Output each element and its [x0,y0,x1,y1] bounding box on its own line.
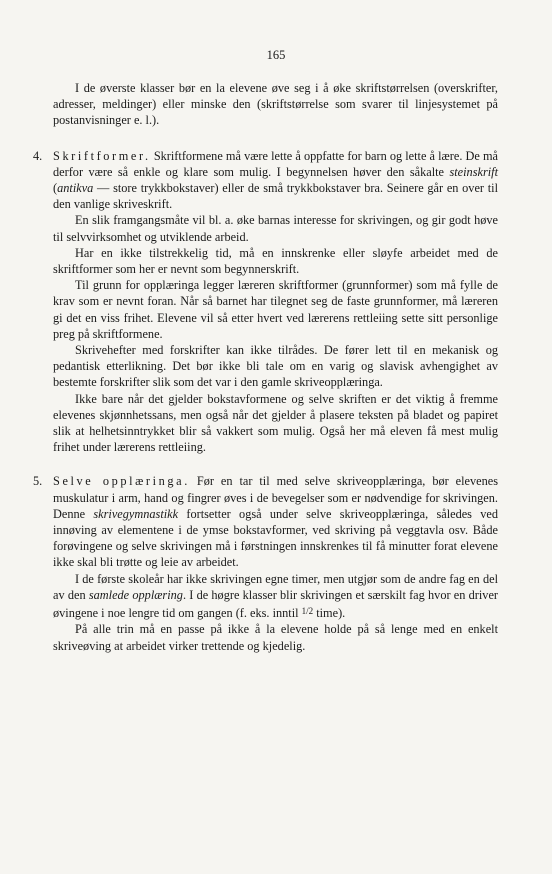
section-4-paragraph: Ikke bare når det gjelder bokstavformene og selve skriften er det viktig å fremme elevenes skjønnhetssans, men også når det gjelder å plasere teksten på bladet og papiret slik at helhetsinntrykket blir så vakkert som mulig. Også her må eleven få mest mulig frihet under lærerens rettleiing. [53,391,498,455]
section-4-text-b: ( [53,181,58,196]
section-4-paragraph: Til grunn for opplæringa legger læreren skriftformer (grunnformer) som må fylle de krav som er nevnt foran. Når så barnet har tilegnet seg de faste grunnformer, må læreren gi det en viss frihet. Elevene vil så etter hvert ved lærerens rettleiing sette sitt personlige preg på skriftformene. [53,278,498,341]
section-5-p2-text-a: I de første skoleår har ikke skrivingen egne timer, men utgjør som de andre fag en del av den [53,571,498,602]
intro-paragraph: I de øverste klasser bør en la elevene øve seg i å øke skriftstørrelsen (overskrifter, adresser, meldinger) eller minske den (skriftstørrelse som svarer til linjesystemet på postanvisninger e. l.). [53,81,498,128]
section-4-italic-antikva: antikva [57,181,94,196]
section-4-italic-steinskrift: steinskrift [449,164,498,179]
section-4-text-a: Skriftformene må være lette å oppfatte for barn og lette å lære. De må derfor være så enkle og klare som mulig. I begynnelsen høver den såkalte [53,148,499,179]
section-5-paragraph-3: På alle trin må en passe på ikke å la elevene holde på så lenge med en enkelt skriveøving at arbeidet virker trettende og kjedelig. [53,622,498,653]
fraction-half: 1/2 [301,606,314,617]
section-5-p2-text-c: time). [316,606,346,621]
section-5-p2-text-b: . I de høgre klasser blir skrivingen et særskilt fag hvor en driver øvingene i noe lengre tid om gangen (f. eks. inntil [53,587,499,621]
section-4-number: 4. [33,148,43,163]
section-5-italic-samlede-opplaering: samlede opplæring [88,587,183,602]
section-5-text-a: Før en tar til med selve skriveopplæringa, bør elevenes muskulatur i arm, hand og fingrer øves i de bevegelser som er nødvendige for skrivingen. Denne [53,474,499,521]
section-5-number: 5. [33,474,43,489]
section-4-paragraph: Har en ikke tilstrekkelig tid, må en innskrenke eller sløyfe arbeidet med de skriftformer som her er nevnt som begynnerskrift. [53,245,498,277]
section-5 [33,473,499,653]
section-4 [33,148,499,456]
section-5-italic-skrivegymnastikk: skrivegymnastikk [93,506,179,521]
section-4-paragraph: Skrivehefter med forskrifter kan ikke tilrådes. De fører lett til en mekanisk og pedantisk etterlikning. Det bør ikke bli tale om en varig og slavisk avhengighet av bestemte forskrifter slik som det var i den gamle skriveopplæringa. [53,343,498,390]
section-5-paragraph-2 [53,571,498,622]
page-number: 165 [266,48,286,62]
section-gap [53,455,498,473]
page-body [33,80,499,654]
section-5-title: Selve opplæringa. [53,474,190,489]
section-4-lead-paragraph [33,148,499,213]
section-5-text-b: fortsetter også under selve skriveopplæringa, således ved innøving av elementene i de ymse bokstavformer, ved skriving på veggtavla osv. Både forøvingene og selve skrivingen må i førstningen innskrenkes til få minutter forat elevene ikke skal bli trøtte og leie av arbeidet. [53,506,499,570]
section-4-text-c: — store trykkbokstaver) eller de små trykkbokstaver bra. Seinere går en over til den vanlige skriveskrift. [53,181,498,212]
section-4-title: Skriftformer. [53,148,151,163]
section-4-paragraph: En slik framgangsmåte vil bl. a. øke barnas interesse for skrivingen, og gir godt høve til selvvirksomhet og utviklende arbeid. [53,213,498,244]
section-5-lead-paragraph [33,473,499,570]
